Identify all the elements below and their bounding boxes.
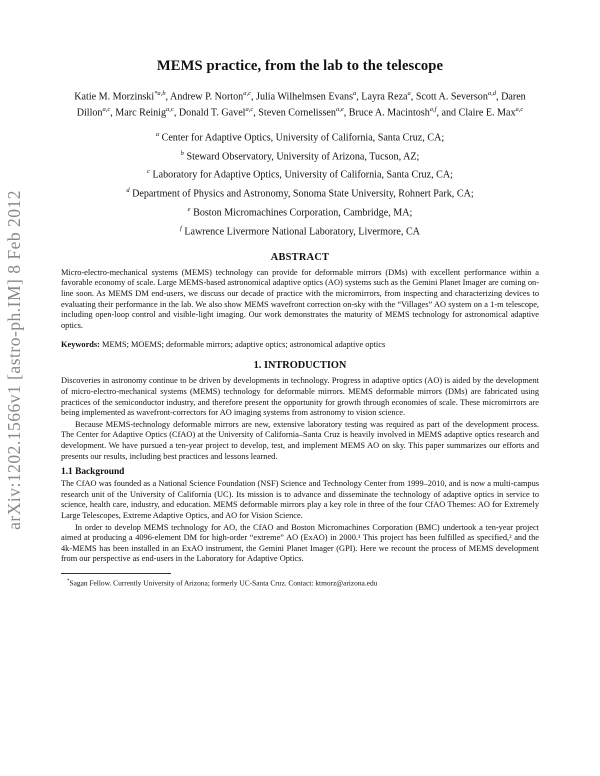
affiliation-text: Boston Micromachines Corporation, Cambridge, MA; [193,207,413,219]
author-separator: , [356,91,362,103]
author-name: Katie M. Morzinski [74,91,155,103]
author-affiliation-mark: a,c [243,90,251,97]
affiliation-text: Laboratory for Adaptive Optics, University of California, Santa Cruz, CA; [152,169,453,181]
affiliation-text: Department of Physics and Astronomy, Sonoma State University, Rohnert Park, CA; [132,188,474,200]
affiliation-mark: c [147,168,150,176]
paper-page [61,58,539,587]
paper-title: MEMS practice, from the lab to the telescope [156,58,444,74]
author-separator: , and [436,107,459,119]
author-separator: , [496,91,502,103]
intro-paragraph-2: Because MEMS-technology deformable mirrors are new, extensive laboratory testing was required as part of the development process. The Center for Adaptive Optics (CfAO) at the University of California–Santa Cruz is heavily involved in MEMS adaptive optics research and development. We have pursued a ten-year project to develop, test, and implement MEMS AO on sky. This paper summarizes our efforts and presents our results, including best practices and lessons learned. [61,419,539,461]
author-separator: , [343,107,349,119]
affiliation [61,127,539,146]
author-name: Julia Wilhelmsen Evans [256,91,353,103]
affiliation [61,146,539,165]
affiliation-mark: a [155,130,160,138]
author-name: Andrew P. Norton [170,91,244,103]
affiliation [61,183,539,202]
author-separator: , [250,91,257,103]
affiliation-list [61,127,539,240]
abstract-heading: ABSTRACT [270,251,330,263]
author-list [61,87,539,120]
author-affiliation-mark: *a,b [154,90,166,97]
affiliation-mark: f [180,225,182,233]
author-affiliation-mark: a,c [245,106,254,114]
background-paragraph-1: The CfAO was founded as a National Science Foundation (NSF) Science and Technology Center from 1999–2010, and is now a multi-campus research unit of the University of California (UC). Its mission is to advance and disseminate the technology of adaptive optics in service to science, health care, industry, and education. MEMS deformable mirrors play a key role in three of the four CfAO Themes: AO for Extremely Large Telescopes, Extreme Adaptive Optics, and AO for Vision Science. [61,479,539,520]
author-separator: , [410,91,416,103]
affiliation-mark: d [126,187,130,195]
author-affiliation-mark: a,e [335,106,344,114]
author-name: Scott A. Severson [415,91,488,103]
abstract-text: Micro-electro-mechanical systems (MEMS) technology can provide for deformable mirrors (DMs) with excellent performance within a favorable economy of scale. Large MEMS-based astronomical adaptive optics (AO) systems such as the Gemini Planet Imager are coming on-line soon. As MEMS DM end-users, we discuss our decade of practice with the micromirrors, from inspecting and characterizing devices to evaluating their performance in the lab. We also show MEMS wavefront correction on-sky with the “Villages” AO system on a 1-m telescope, including open-loop control and visible-light imaging. Our work demonstrates the maturity of MEMS technology for astronomical adaptive optics. [61,267,539,330]
author-separator: , [165,91,171,103]
keywords [61,340,539,349]
keywords-label: Keywords: [61,340,100,350]
author-name: Marc Reinig [115,107,167,119]
author-separator: , [110,107,116,119]
arxiv-stamp [0,150,28,570]
affiliation-mark: b [180,149,184,157]
author-name: Steven Cornelissen [258,107,336,119]
author-name: Bruce A. Macintosh [348,107,430,119]
author-affiliation-mark: a,d [487,90,497,97]
author-affiliation-mark: a,c [102,106,111,114]
keywords-text: MEMS; MOEMS; deformable mirrors; adaptive optics; astronomical adaptive optics [102,340,386,350]
author-affiliation-mark: a,c [515,106,524,114]
section-heading: 1. INTRODUCTION [253,360,347,372]
author-name: Layra Reza [361,91,408,103]
author-name: Daren Dillon [76,91,526,119]
affiliation-text: Lawrence Livermore National Laboratory, Livermore, CA [184,226,420,238]
footnote-mark: * [67,578,70,584]
affiliation-text: Steward Observatory, University of Arizona, Tucson, AZ; [186,150,420,162]
author-separator: , [253,107,259,119]
author-name: Donald T. Gavel [178,107,246,119]
affiliation [61,164,539,183]
author-affiliation-mark: a [353,90,357,97]
author-separator: , [173,107,179,119]
intro-paragraph-1: Discoveries in astronomy continue to be driven by developments in technology. Progress in adaptive optics (AO) is aided by the development of micro-electro-mechanical systems (MEMS) technology for deformable mirrors. MEMS deformable mirrors (DMs) are fabricated using practices of the semiconductor industry, and therefore present the opportunity for growth through economies of scale. These micromirrors are being implemented as wavefront-correctors for AO imaging systems from astronomy to vision science. [61,376,539,418]
footnote [61,577,539,587]
affiliation [61,221,539,240]
subsection-heading: 1.1 Background [61,467,125,478]
footnote-divider [61,573,171,574]
affiliation [61,202,539,221]
author-affiliation-mark: a,c [166,106,174,114]
affiliation-mark: e [187,206,191,214]
author-affiliation-mark: a [407,90,411,97]
affiliation-text: Center for Adaptive Optics, University of California, Santa Cruz, CA; [161,132,445,144]
background-paragraph-2: In order to develop MEMS technology for AO, the CfAO and Boston Micromachines Corporation (BMC) undertook a ten-year project aimed at producing a 4096-element DM for high-order “extreme” AO (ExAO) in 2000.¹ This project has been fulfilled as specified,² and the 4k-MEMS has been installed in an ExAO instrument, the Gemini Planet Imager (GPI). Here we recount the process of MEMS development from our perspective as end-users in the Laboratory for Adaptive Optics. [61,522,539,564]
arxiv-id: arXiv:1202.1566v1 [astro-ph.IM] 8 Feb 2012 [3,190,24,530]
author-affiliation-mark: a,f [429,106,437,114]
author-name: Claire E. Max [458,107,516,119]
footnote-text: Sagan Fellow. Currently University of Arizona; formerly UC-Santa Cruz. Contact: ktmorz@arizona.edu [69,578,378,588]
